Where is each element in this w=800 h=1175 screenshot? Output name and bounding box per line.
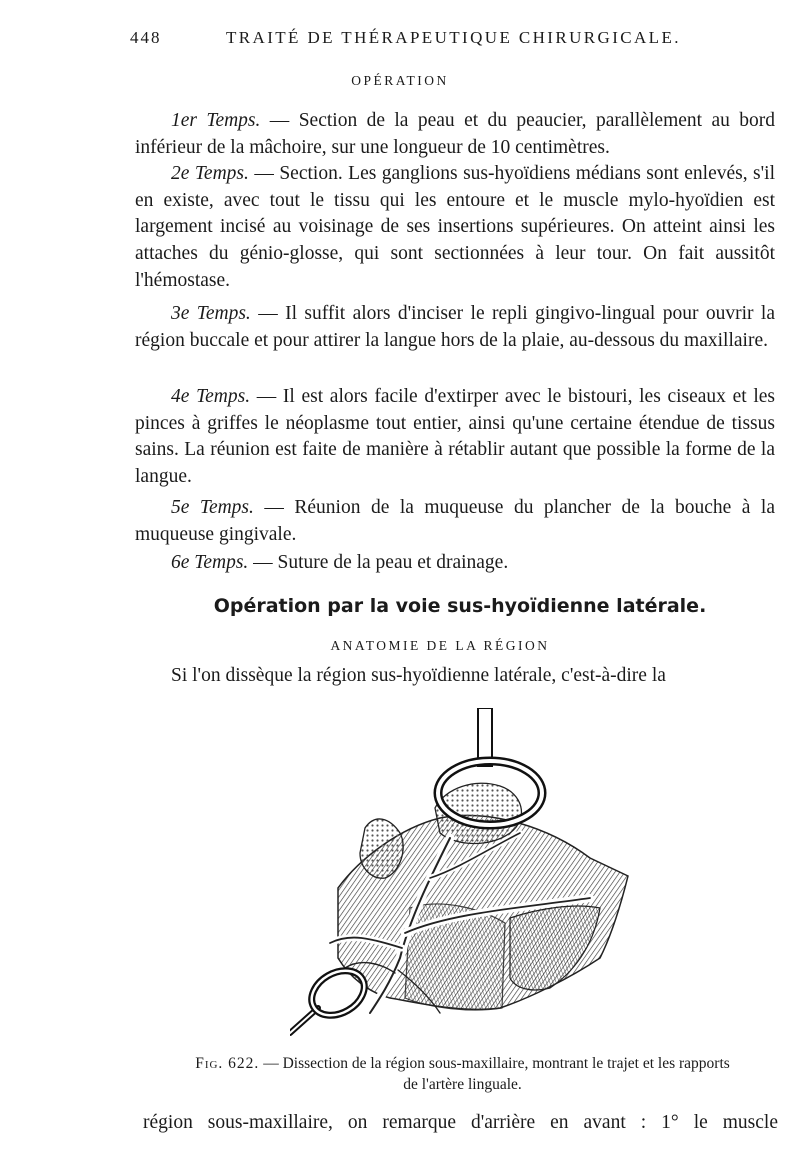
step-label: 4e Temps. bbox=[171, 386, 251, 407]
step-paragraph-4 bbox=[135, 384, 775, 491]
step-paragraph-5 bbox=[135, 495, 775, 548]
step-label: 3e Temps. bbox=[171, 303, 251, 324]
step-text: — Suture de la peau et drainage. bbox=[248, 552, 509, 573]
step-label: 2e Temps. bbox=[171, 163, 249, 184]
retractor-bottom bbox=[290, 962, 372, 1033]
page-number: 448 bbox=[130, 28, 162, 47]
step-text: — Section. Les ganglions sus-hyoïdiens médians sont enlevés, s'il en existe, avec tout le tissu qui les entoure et le muscle mylo-hyoïdien est largement incisé au voisinage de ses insertions supérieures. On atteint ainsi les attaches du génio-glosse, qui sont sectionnées à leur tour. On fait aussitôt l'hémostase. bbox=[135, 163, 775, 291]
step-label: 5e Temps. bbox=[171, 497, 254, 518]
figure-label: Fig. 622. bbox=[195, 1055, 260, 1072]
figure-caption bbox=[190, 1053, 735, 1095]
step-label: 6e Temps. bbox=[171, 552, 249, 573]
continuation-line: région sous-maxillaire, on remarque d'arrière en avant : 1° le muscle bbox=[143, 1112, 778, 1133]
intro-text: Si l'on dissèque la région sus-hyoïdienne latérale, c'est-à-dire la bbox=[171, 665, 666, 686]
running-title: TRAITÉ DE THÉRAPEUTIQUE CHIRURGICALE. bbox=[226, 28, 681, 47]
intro-paragraph bbox=[135, 663, 775, 690]
step-text: — Section de la peau et du peaucier, parallèlement au bord inférieur de la mâchoire, sur une longueur de 10 centimètres. bbox=[135, 110, 776, 158]
dissection-illustration bbox=[290, 708, 635, 1048]
step-paragraph-6 bbox=[135, 550, 775, 577]
step-text: — Il suffit alors d'inciser le repli gingivo-lingual pour ouvrir la région buccale et pour attirer la langue hors de la plaie, au-dessous du maxillaire. bbox=[135, 303, 775, 351]
step-paragraph-3 bbox=[135, 301, 775, 354]
figure-caption-text: — Dissection de la région sous-maxillaire, montrant le trajet et les rapports de l'artère linguale. bbox=[259, 1055, 730, 1093]
step-text: — Il est alors facile d'extirper avec le bistouri, les ciseaux et les pinces à griffes le néoplasme tout entier, ainsi qu'une certaine étendue de tissus sains. La réunion est faite de manière à rétablir autant que possible la forme de la langue. bbox=[135, 386, 775, 488]
step-text: — Réunion de la muqueuse du plancher de la bouche à la muqueuse gingivale. bbox=[135, 497, 775, 545]
subsection-title: Opération par la voie sus-hyoïdienne latérale. bbox=[213, 595, 707, 617]
step-paragraph-2 bbox=[135, 161, 775, 295]
section-heading-operation: OPÉRATION bbox=[351, 73, 449, 88]
step-label: 1er Temps. bbox=[171, 110, 261, 131]
running-header bbox=[130, 28, 780, 56]
step-paragraph-1 bbox=[135, 108, 775, 161]
anatomy-heading: ANATOMIE DE LA RÉGION bbox=[330, 638, 550, 653]
